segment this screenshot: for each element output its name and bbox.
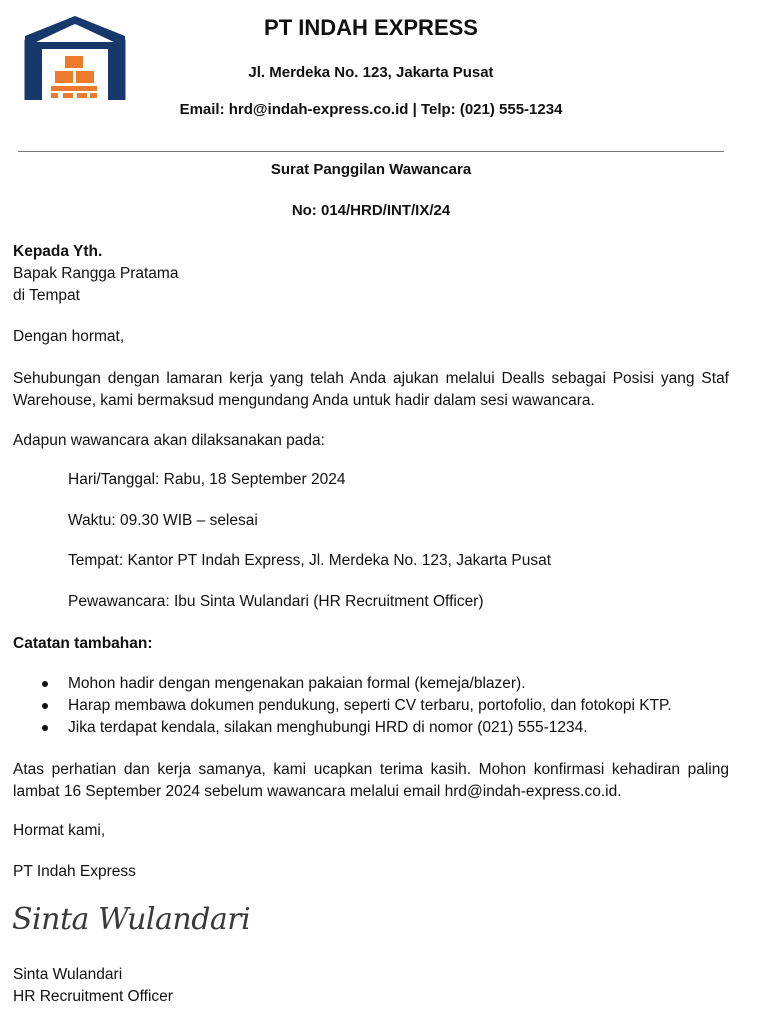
pallet-leg-2 (63, 93, 73, 98)
schedule-date: Hari/Tanggal: Rabu, 18 September 2024 (68, 471, 346, 488)
schedule-place: Tempat: Kantor PT Indah Express, Jl. Merdeka No. 123, Jakarta Pusat (68, 552, 552, 569)
schedule-intro: Adapun wawancara akan dilaksanakan pada: (13, 432, 325, 449)
company-name: PT INDAH EXPRESS (264, 15, 478, 40)
letter-number: No: 014/HRD/INT/IX/24 (291, 202, 451, 219)
notes-list (13, 673, 753, 739)
note-text: Mohon hadir dengan mengenakan pakaian formal (kemeja/blazer). (68, 675, 526, 692)
signer-title: HR Recruitment Officer (13, 988, 173, 1005)
note-item (13, 717, 753, 739)
recipient-name: Bapak Rangga Pratama (13, 265, 179, 282)
bullet-icon (42, 725, 48, 731)
signature: Sinta Wulandari (12, 902, 251, 937)
schedule-time: Waktu: 09.30 WIB – selesai (68, 512, 258, 529)
greeting: Dengan hormat, (13, 328, 125, 345)
note-text: Harap membawa dokumen pendukung, seperti CV terbaru, portofolio, dan fotokopi KTP. (68, 697, 672, 714)
sender-company: PT Indah Express (13, 863, 136, 880)
recipient-salutation: Kepada Yth. (13, 243, 103, 260)
closing: Hormat kami, (13, 822, 106, 839)
pallet-top (51, 86, 97, 91)
pallet-leg-4 (90, 93, 97, 98)
notes-heading: Catatan tambahan: (13, 635, 153, 652)
intro-paragraph: Sehubungan dengan lamaran kerja yang telah Anda ajukan melalui Dealls sebagai Posisi yang Staf Warehouse, kami bermaksud mengundang Anda untuk hadir dalam sesi wawancara. (13, 370, 729, 409)
note-text: Jika terdapat kendala, silakan menghubungi HRD di nomor (021) 555-1234. (68, 719, 588, 736)
schedule-interviewer: Pewawancara: Ibu Sinta Wulandari (HR Recruitment Officer) (68, 593, 484, 610)
company-contact: Email: hrd@indah-express.co.id | Telp: (021) 555-1234 (179, 101, 563, 118)
signer-name: Sinta Wulandari (13, 966, 123, 983)
bullet-icon (42, 681, 48, 687)
pallet-leg-3 (77, 93, 87, 98)
letter-title: Surat Panggilan Wawancara (270, 161, 472, 178)
letterhead-divider (18, 151, 724, 152)
bullet-icon (42, 703, 48, 709)
closing-paragraph: Atas perhatian dan kerja samanya, kami ucapkan terima kasih. Mohon konfirmasi kehadiran paling lambat 16 September 2024 sebelum wawancara melalui email hrd@indah-express.co.id. (13, 761, 729, 800)
pallet-leg-1 (51, 93, 58, 98)
company-address: Jl. Merdeka No. 123, Jakarta Pusat (248, 64, 494, 81)
note-item (13, 695, 753, 717)
note-item (13, 673, 753, 695)
recipient-location: di Tempat (13, 287, 80, 304)
